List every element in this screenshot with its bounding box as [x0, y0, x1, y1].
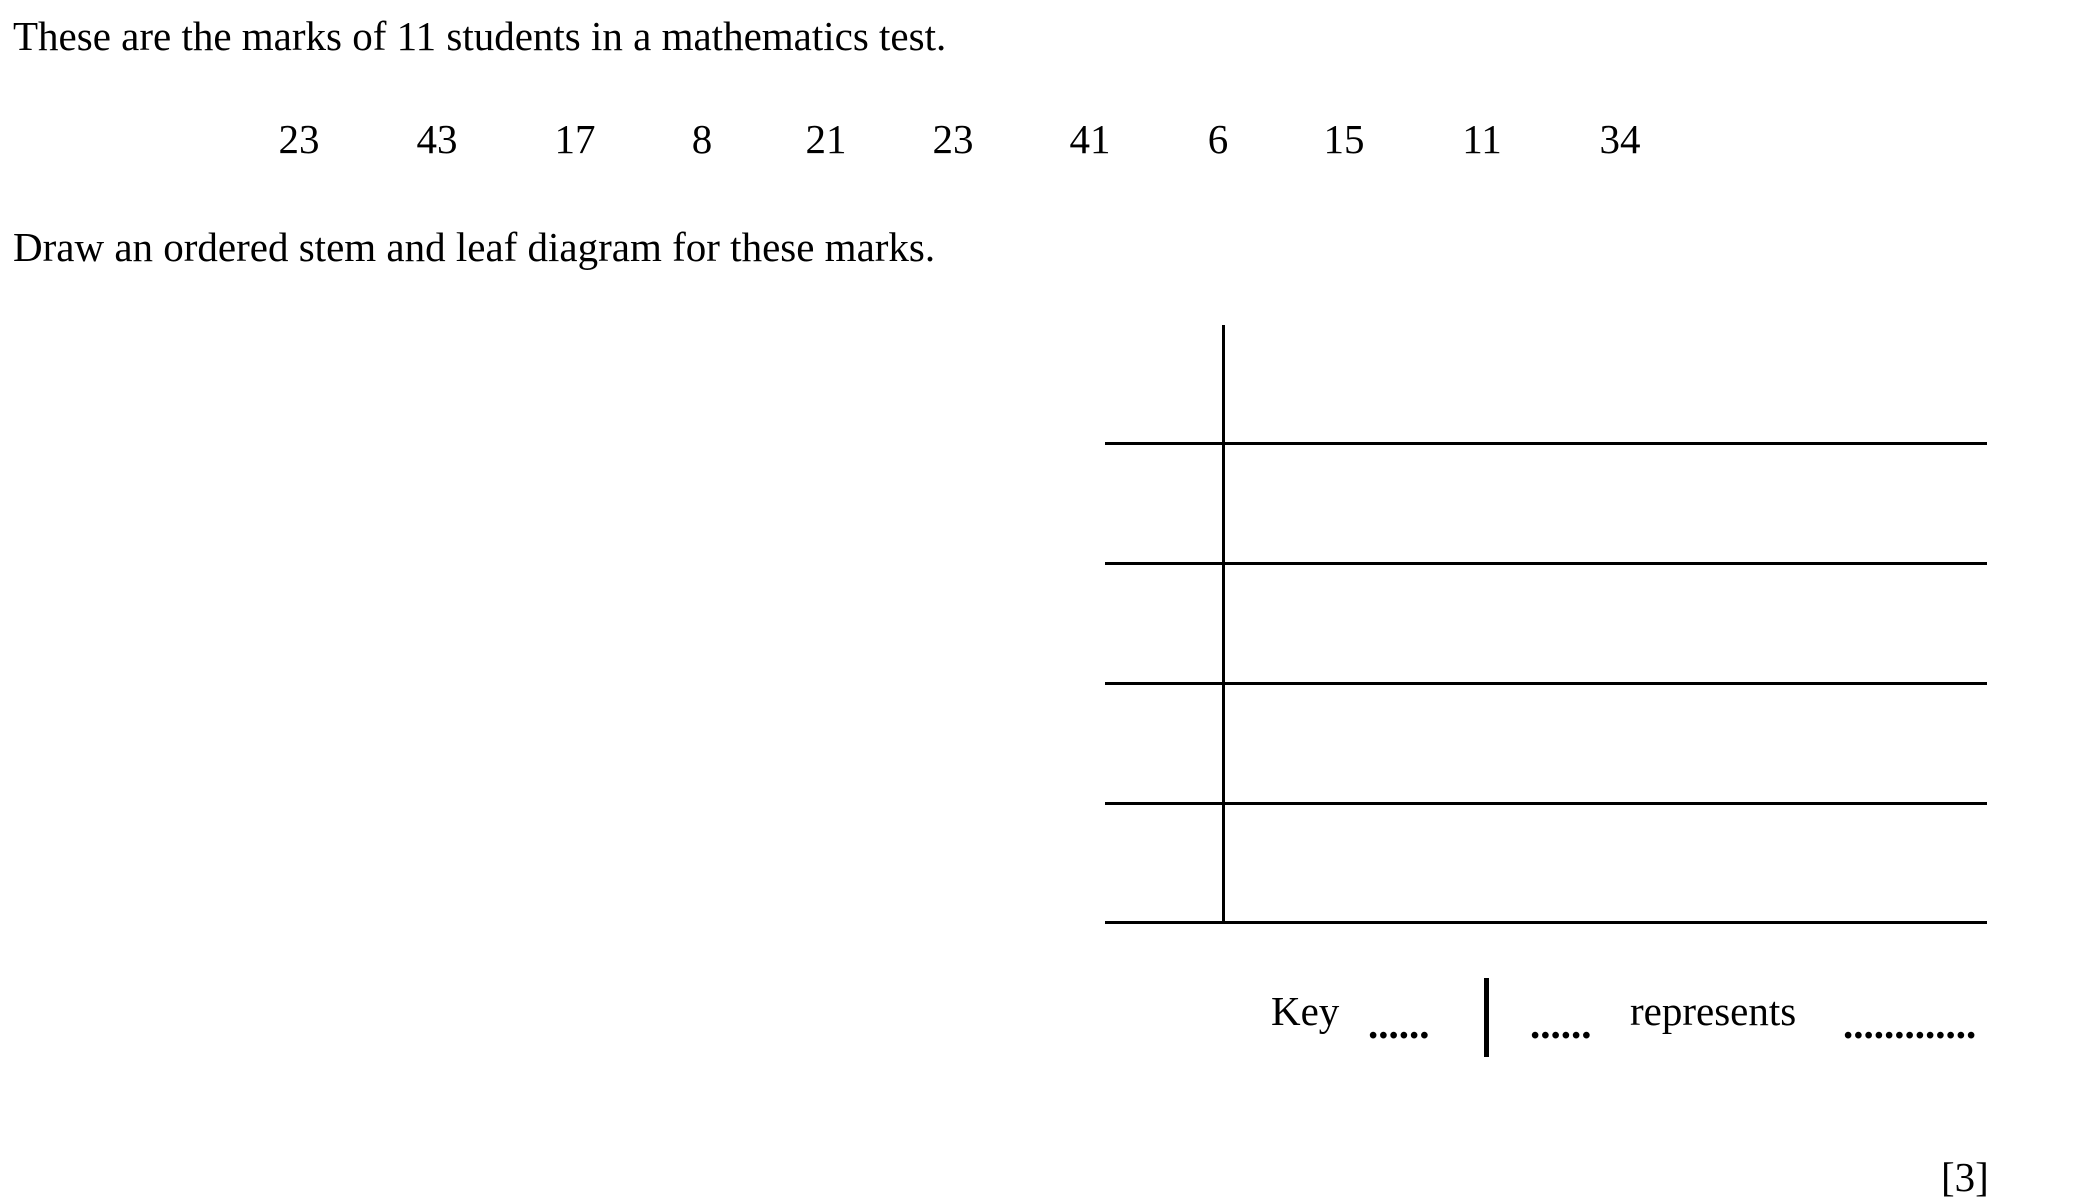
key-label: Key — [1271, 988, 1340, 1034]
key-represents: represents — [1630, 988, 1797, 1034]
mark-value: 23 — [278, 116, 320, 162]
mark-value: 6 — [1207, 116, 1229, 162]
grid-row-line — [1105, 802, 1987, 805]
mark-value: 23 — [932, 116, 974, 162]
mark-value: 17 — [554, 116, 596, 162]
grid-row-line — [1105, 442, 1987, 445]
stem-divider-line — [1222, 325, 1225, 924]
key-stem-blank: ...... — [1368, 1001, 1430, 1047]
key-separator — [1484, 978, 1489, 1057]
question-instruction: Draw an ordered stem and leaf diagram for these marks. — [13, 224, 936, 270]
question-intro: These are the marks of 11 students in a mathematics test. — [13, 13, 947, 59]
key-leaf-blank: ...... — [1530, 1001, 1592, 1047]
mark-value: 8 — [691, 116, 713, 162]
grid-row-line — [1105, 682, 1987, 685]
grid-row-line — [1105, 921, 1987, 924]
grid-row-line — [1105, 562, 1987, 565]
key-value-blank: ............. — [1843, 1001, 1977, 1047]
mark-value: 21 — [805, 116, 847, 162]
marks-awarded: [3] — [1941, 1154, 1989, 1200]
mark-value: 41 — [1069, 116, 1111, 162]
mark-value: 11 — [1462, 116, 1502, 162]
mark-value: 43 — [416, 116, 458, 162]
mark-value: 15 — [1323, 116, 1365, 162]
mark-value: 34 — [1599, 116, 1641, 162]
